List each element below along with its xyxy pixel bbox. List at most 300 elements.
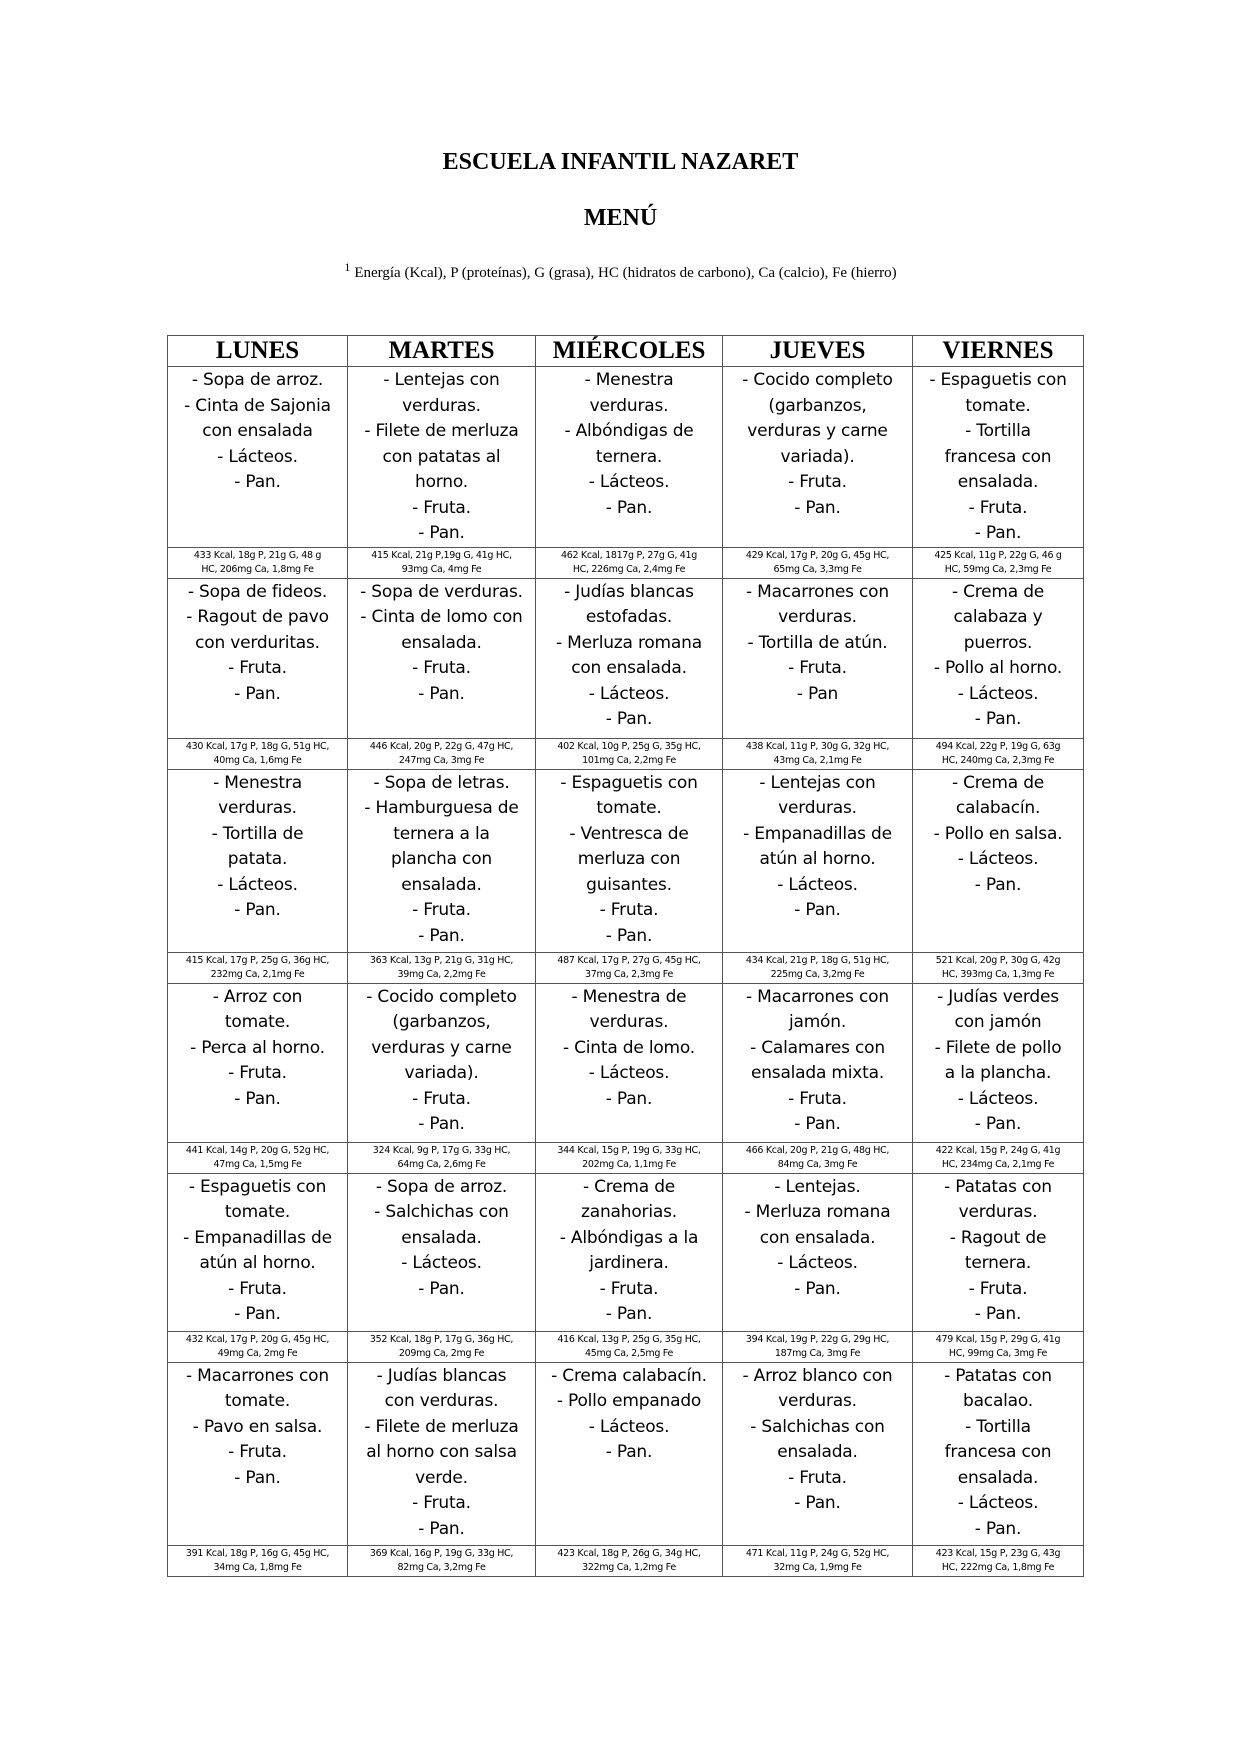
nutrition-line: 430 Kcal, 17g P, 18g G, 51g HC, (185, 740, 330, 752)
nutrition-cell (536, 1331, 723, 1362)
dish-line: bacalao. (962, 1391, 1034, 1411)
dish-line: - Pan. (974, 523, 1022, 543)
nutrition-cell (723, 738, 913, 769)
dish-line: - Arroz con (212, 986, 303, 1007)
nutrition-line: HC, 222mg Ca, 1,8mg Fe (941, 1561, 1055, 1573)
dish-line: - Pan. (418, 1518, 465, 1539)
dish-line: verde. (415, 1467, 468, 1488)
dish-line: - Fruta. (228, 658, 287, 678)
footnote-text: Energía (Kcal), P (proteínas), G (grasa), HC (hidratos de carbono), Ca (calcio), Fe (hierro) (354, 265, 897, 281)
nutrition-line: 49mg Ca, 2mg Fe (217, 1347, 298, 1359)
dish-line: ensalada. (957, 472, 1039, 492)
nutrition-cell (913, 1545, 1084, 1576)
day-header: VIERNES (913, 336, 1084, 367)
nutrition-cell (536, 1545, 723, 1576)
dish-line: - Sopa de verduras. (360, 581, 523, 602)
dish-line: - Salchichas con (374, 1202, 509, 1222)
nutrition-line: 494 Kcal, 22g P, 19g G, 63g (935, 740, 1061, 752)
nutrition-cell (168, 952, 348, 983)
dish-cell (536, 578, 723, 738)
dish-line: - Pan. (418, 1114, 465, 1134)
dish-line: - Lácteos. (777, 1253, 858, 1273)
nutrition-cell (723, 1331, 913, 1362)
footnote-mark: 1 (344, 260, 351, 274)
nutrition-cell (168, 1142, 348, 1173)
nutrition-cell (723, 547, 913, 578)
dish-line: - Lácteos. (588, 1416, 670, 1437)
nutrition-line: 247mg Ca, 3mg Fe (398, 754, 485, 766)
dish-line: - Menestra de (571, 986, 687, 1007)
nutrition-row (168, 1545, 1084, 1576)
nutrition-line: 434 Kcal, 21g P, 18g G, 51g HC, (745, 954, 890, 966)
dish-cell (168, 983, 348, 1142)
nutrition-line: 84mg Ca, 3mg Fe (777, 1158, 858, 1170)
nutrition-line: 415 Kcal, 21g P,19g G, 41g HC, (371, 549, 512, 561)
nutrition-line: 433 Kcal, 18g P, 21g G, 48 g (193, 549, 322, 561)
day-header: JUEVES (723, 336, 913, 367)
nutrition-line: HC, 59mg Ca, 2,3mg Fe (944, 563, 1052, 575)
nutrition-line: 34mg Ca, 1,8mg Fe (213, 1561, 302, 1573)
dish-line: - Pan. (234, 1304, 281, 1324)
nutrition-line: 40mg Ca, 1,6mg Fe (213, 754, 302, 766)
nutrition-cell (913, 547, 1084, 578)
dish-line: - Pan. (234, 1088, 281, 1109)
dish-cell (723, 1362, 913, 1545)
dish-line: - Lácteos. (957, 683, 1039, 704)
dish-line: verduras y carne (747, 421, 888, 441)
nutrition-cell (168, 1545, 348, 1576)
dish-line: - Sopa de arroz. (191, 370, 324, 390)
dish-line: - Pan. (794, 1114, 841, 1134)
dish-cell (913, 1173, 1084, 1331)
dish-line: - Sopa de letras. (373, 772, 510, 793)
dish-line: - Fruta. (968, 497, 1028, 518)
dish-line: calabaza y (953, 607, 1043, 627)
day-header: LUNES (168, 336, 348, 367)
dish-line: - Fruta. (412, 1493, 471, 1513)
dish-line: - Pan. (605, 1088, 653, 1109)
dish-cell (536, 769, 723, 952)
dish-line: - Pan. (605, 497, 653, 518)
dish-line: - Fruta. (788, 1088, 847, 1109)
dish-line: ensalada. (401, 874, 482, 895)
nutrition-line: 438 Kcal, 11g P, 30g G, 32g HC, (745, 740, 890, 752)
dish-line: - Lácteos. (588, 1063, 670, 1083)
dish-line: - Ragout de pavo (186, 607, 329, 627)
dish-cell (913, 578, 1084, 738)
dish-line: merluza con (577, 849, 681, 869)
dish-line: ternera a la (393, 823, 490, 844)
dish-line: - Pan. (974, 1304, 1022, 1324)
nutrition-line: 324 Kcal, 9g P, 17g G, 33g HC, (372, 1144, 511, 1156)
dish-line: - Pan. (418, 523, 465, 543)
nutrition-cell (348, 1331, 536, 1362)
dish-line: - Lácteos. (957, 849, 1039, 869)
dish-line: - Filete de pollo (934, 1037, 1062, 1058)
dish-line: con verduras. (384, 1391, 499, 1411)
dish-line: - Ventresca de (569, 823, 689, 844)
dish-line: - Pan. (974, 874, 1022, 895)
dish-line: - Lácteos. (217, 874, 298, 895)
nutrition-line: 432 Kcal, 17g P, 20g G, 45g HC, (185, 1333, 330, 1345)
dish-line: atún al horno. (759, 849, 876, 869)
dish-line: - Cinta de lomo. (562, 1037, 696, 1058)
dish-line: - Fruta. (228, 1278, 287, 1299)
nutrition-line: 415 Kcal, 17g P, 25g G, 36g HC, (185, 954, 330, 966)
dish-line: - Fruta. (599, 1278, 659, 1299)
dish-line: - Judías blancas (376, 1365, 507, 1386)
dish-line: - Tortilla de (211, 823, 304, 844)
dish-line: - Pan. (418, 925, 465, 946)
nutrition-line: 32mg Ca, 1,9mg Fe (773, 1561, 862, 1573)
dish-cell (913, 367, 1084, 548)
dish-line: horno. (415, 472, 468, 492)
dish-line: con ensalada (202, 421, 313, 441)
dish-line: - Ragout de (949, 1227, 1047, 1248)
dish-line: francesa con (944, 1442, 1052, 1462)
nutrition-line: 423 Kcal, 15g P, 23g G, 43g (935, 1547, 1061, 1559)
dish-line: - Pan. (605, 709, 653, 729)
dish-line: - Lentejas con (759, 772, 876, 793)
dish-cell (913, 983, 1084, 1142)
dish-line: - Pan. (794, 900, 841, 920)
dish-line: tomate. (965, 395, 1031, 416)
nutrition-line: 423 Kcal, 18g P, 26g G, 34g HC, (557, 1547, 701, 1559)
dish-line: - Lácteos. (401, 1253, 482, 1273)
day-header-row (168, 336, 1084, 367)
nutrition-cell (723, 952, 913, 983)
nutrition-line: 394 Kcal, 19g P, 22g G, 29g HC, (745, 1333, 890, 1345)
dish-cell (348, 983, 536, 1142)
dish-line: - Espaguetis con (929, 370, 1067, 390)
dish-line: - Pollo empanado (556, 1391, 702, 1411)
dish-line: - Lácteos. (957, 1088, 1039, 1109)
dish-line: - Lácteos. (217, 446, 298, 467)
dish-cell (913, 769, 1084, 952)
dish-line: francesa con (944, 446, 1052, 467)
dish-line: - Fruta. (788, 1467, 847, 1488)
dish-line: verduras. (778, 798, 857, 818)
day-header: MARTES (348, 336, 536, 367)
dish-line: puerros. (963, 632, 1033, 653)
dish-line: - Empanadillas de (183, 1227, 332, 1248)
dish-line: verduras. (402, 395, 481, 416)
dish-line: - Patatas con (944, 1176, 1052, 1197)
nutrition-line: 209mg Ca, 2mg Fe (398, 1347, 485, 1359)
menu-body (168, 367, 1084, 1577)
dish-cell (536, 367, 723, 548)
dish-line: variada). (404, 1063, 479, 1083)
dish-cell (536, 1173, 723, 1331)
nutrition-cell (536, 738, 723, 769)
dish-line: - Fruta. (412, 658, 471, 678)
nutrition-cell (348, 1142, 536, 1173)
dish-line: a la plancha. (944, 1063, 1052, 1083)
dish-cell (723, 769, 913, 952)
dish-line: estofadas. (585, 607, 673, 627)
nutrition-cell (913, 952, 1084, 983)
dish-line: - Cinta de lomo con (360, 607, 523, 627)
nutrition-cell (913, 1331, 1084, 1362)
nutrition-line: 43mg Ca, 2,1mg Fe (773, 754, 862, 766)
nutrition-line: 466 Kcal, 20g P, 21g G, 48g HC, (745, 1144, 890, 1156)
dish-line: - Fruta. (412, 900, 471, 920)
dish-line: - Menestra (213, 772, 302, 793)
dish-line: - Lentejas con (383, 370, 500, 390)
dish-line: - Empanadillas de (743, 823, 892, 844)
dish-line: - Pollo al horno. (933, 658, 1063, 678)
nutrition-row (168, 1331, 1084, 1362)
dish-line: - Fruta. (228, 1442, 287, 1462)
dish-line: - Filete de merluza (364, 1416, 519, 1437)
dish-cell (168, 1173, 348, 1331)
nutrition-line: HC, 99mg Ca, 3mg Fe (948, 1347, 1048, 1359)
nutrition-line: HC, 240mg Ca, 2,3mg Fe (941, 754, 1055, 766)
dish-line: jardinera. (589, 1253, 669, 1273)
dish-line: - Menestra (584, 370, 674, 390)
dish-line: - Pollo en salsa. (933, 823, 1063, 844)
dish-line: zanahorias. (581, 1202, 677, 1222)
nutrition-line: 65mg Ca, 3,3mg Fe (773, 563, 862, 575)
dish-line: - Patatas con (944, 1365, 1052, 1386)
dish-line: - Pan (796, 683, 839, 704)
dish-line: guisantes. (586, 874, 672, 895)
dish-line: - Pan. (605, 1304, 653, 1324)
dish-line: tomate. (596, 798, 662, 818)
nutrition-line: 47mg Ca, 1,5mg Fe (213, 1158, 302, 1170)
dish-line: ensalada. (401, 1227, 482, 1248)
nutrition-line: 352 Kcal, 18g P, 17g G, 36g HC, (369, 1333, 514, 1345)
dish-line: - Fruta. (412, 1088, 471, 1109)
nutrition-line: 462 Kcal, 1817g P, 27g G, 41g (560, 549, 698, 561)
nutrition-cell (348, 547, 536, 578)
dish-line: ensalada mixta. (750, 1063, 885, 1083)
dish-line: - Sopa de arroz. (375, 1176, 508, 1197)
nutrition-row (168, 1142, 1084, 1173)
dish-line: - Pan. (794, 497, 841, 518)
dish-row (168, 769, 1084, 952)
nutrition-cell (348, 952, 536, 983)
dish-line: - Lentejas. (774, 1176, 861, 1197)
dish-cell (723, 367, 913, 548)
dish-cell (536, 1362, 723, 1545)
dish-line: - Lácteos. (588, 472, 670, 492)
dish-line: - Crema calabacín. (551, 1365, 707, 1386)
nutrition-line: HC, 226mg Ca, 2,4mg Fe (572, 563, 686, 575)
nutrition-line: 446 Kcal, 20g P, 22g G, 47g HC, (369, 740, 514, 752)
nutrition-row (168, 547, 1084, 578)
nutrition-cell (168, 738, 348, 769)
dish-line: verduras. (218, 798, 297, 818)
dish-cell (168, 367, 348, 548)
dish-cell (168, 769, 348, 952)
dish-line: - Albóndigas a la (559, 1227, 699, 1248)
dish-line: patata. (227, 849, 288, 869)
dish-cell (723, 578, 913, 738)
nutrition-line: 429 Kcal, 17g P, 20g G, 45g HC, (745, 549, 890, 561)
nutrition-line: 187mg Ca, 3mg Fe (774, 1347, 861, 1359)
dish-cell (723, 1173, 913, 1331)
menu-title: MENÚ (583, 205, 658, 231)
dish-line: ensalada. (777, 1442, 858, 1462)
nutrition-cell (536, 1142, 723, 1173)
nutrition-cell (723, 1545, 913, 1576)
dish-line: - Lácteos. (588, 683, 670, 704)
dish-line: con jamón (954, 1012, 1042, 1032)
dish-cell (536, 983, 723, 1142)
nutrition-line: 441 Kcal, 14g P, 20g G, 52g HC, (185, 1144, 330, 1156)
dish-line: - Filete de merluza (364, 421, 519, 441)
dish-line: con ensalada. (759, 1227, 876, 1248)
nutrition-line: 82mg Ca, 3,2mg Fe (397, 1561, 486, 1573)
dish-cell (168, 578, 348, 738)
dish-cell (723, 983, 913, 1142)
dish-line: - Espaguetis con (560, 772, 698, 793)
dish-line: - Pan. (234, 683, 281, 704)
dish-line: ensalada. (957, 1467, 1039, 1488)
dish-cell (348, 1173, 536, 1331)
nutrition-row (168, 738, 1084, 769)
nutrition-line: 416 Kcal, 13g P, 25g G, 35g HC, (557, 1333, 701, 1345)
dish-line: - Merluza romana (556, 632, 702, 653)
dish-row (168, 1362, 1084, 1545)
nutrition-cell (913, 1142, 1084, 1173)
dish-line: con patatas al (382, 446, 501, 467)
dish-line: - Crema de (951, 581, 1045, 602)
dish-line: con ensalada. (571, 658, 687, 678)
dish-line: - Cocido completo (366, 986, 517, 1007)
dish-line: ensalada. (401, 632, 482, 653)
dish-line: - Tortilla de atún. (747, 632, 888, 653)
nutrition-line: 471 Kcal, 11g P, 24g G, 52g HC, (745, 1547, 890, 1559)
nutrition-line: HC, 206mg Ca, 1,8mg Fe (201, 563, 314, 575)
dish-line: - Salchichas con (750, 1416, 885, 1437)
nutrition-line: HC, 393mg Ca, 1,3mg Fe (941, 968, 1055, 980)
menu-table (167, 335, 1084, 1577)
dish-line: verduras. (958, 1202, 1038, 1222)
dish-line: atún al horno. (199, 1253, 316, 1273)
dish-line: ternera. (595, 446, 663, 467)
nutrition-line: 225mg Ca, 3,2mg Fe (770, 968, 865, 980)
dish-line: variada). (780, 446, 855, 467)
nutrition-cell (723, 1142, 913, 1173)
dish-line: - Fruta. (968, 1278, 1028, 1299)
nutrition-footnote (0, 258, 1241, 282)
nutrition-line: 39mg Ca, 2,2mg Fe (397, 968, 486, 980)
dish-line: - Espaguetis con (188, 1176, 327, 1197)
nutrition-row (168, 952, 1084, 983)
dish-line: verduras. (589, 395, 669, 416)
dish-line: - Pan. (974, 709, 1022, 729)
nutrition-line: 363 Kcal, 13g P, 21g G, 31g HC, (369, 954, 514, 966)
dish-line: tomate. (224, 1012, 291, 1032)
dish-line: - Pan. (974, 1114, 1022, 1134)
dish-line: - Perca al horno. (190, 1037, 325, 1058)
dish-line: - Hamburguesa de (364, 798, 519, 818)
dish-line: - Pan. (605, 925, 653, 946)
dish-cell (348, 769, 536, 952)
dish-line: - Calamares con (750, 1037, 885, 1058)
dish-line: tomate. (224, 1391, 291, 1411)
nutrition-line: 521 Kcal, 20g P, 30g G, 42g (935, 954, 1061, 966)
nutrition-line: 37mg Ca, 2,3mg Fe (585, 968, 673, 980)
dish-line: verduras. (778, 607, 857, 627)
nutrition-line: 402 Kcal, 10g P, 25g G, 35g HC, (557, 740, 701, 752)
nutrition-cell (348, 1545, 536, 1576)
dish-cell (348, 1362, 536, 1545)
nutrition-line: 322mg Ca, 1,2mg Fe (582, 1561, 676, 1573)
dish-line: verduras. (589, 1012, 669, 1032)
dish-line: - Macarrones con (746, 986, 889, 1007)
dish-line: - Pan. (234, 1467, 281, 1488)
dish-line: calabacín. (955, 798, 1041, 818)
nutrition-line: 425 Kcal, 11g P, 22g G, 46 g (934, 549, 1062, 561)
nutrition-line: 479 Kcal, 15g P, 29g G, 41g (935, 1333, 1061, 1345)
dish-line: - Pavo en salsa. (192, 1416, 323, 1437)
nutrition-cell (168, 547, 348, 578)
dish-line: - Sopa de fideos. (187, 581, 328, 602)
nutrition-line: 101mg Ca, 2,2mg Fe (582, 754, 676, 766)
nutrition-cell (536, 547, 723, 578)
nutrition-line: 45mg Ca, 2,5mg Fe (585, 1347, 673, 1359)
dish-line: ternera. (964, 1253, 1032, 1273)
dish-cell (913, 1362, 1084, 1545)
dish-line: - Pan. (418, 1278, 465, 1299)
dish-line: - Pan. (418, 683, 465, 704)
dish-line: - Fruta. (788, 658, 847, 678)
dish-line: (garbanzos, (392, 1012, 491, 1032)
dish-row (168, 367, 1084, 548)
dish-line: - Fruta. (788, 472, 847, 492)
dish-line: con verduritas. (195, 632, 320, 653)
dish-line: - Pan. (974, 1518, 1022, 1539)
nutrition-line: 369 Kcal, 16g P, 19g G, 33g HC, (369, 1547, 514, 1559)
dish-line: - Pan. (794, 1493, 841, 1513)
nutrition-line: 64mg Ca, 2,6mg Fe (397, 1158, 486, 1170)
dish-line: - Lácteos. (957, 1493, 1039, 1513)
dish-line: - Judías verdes (937, 986, 1059, 1007)
dish-line: - Cinta de Sajonia (184, 395, 331, 416)
nutrition-cell (348, 738, 536, 769)
dish-line: jamón. (788, 1012, 847, 1032)
dish-line: - Arroz blanco con (742, 1365, 893, 1386)
nutrition-cell (168, 1331, 348, 1362)
dish-line: - Pan. (605, 1442, 653, 1462)
dish-line: - Cocido completo (742, 370, 893, 390)
dish-line: - Fruta. (228, 1063, 287, 1083)
dish-line: verduras y carne (371, 1037, 512, 1058)
dish-line: - Judías blancas (564, 581, 694, 602)
dish-line: - Macarrones con (746, 581, 889, 602)
dish-line: - Lácteos. (777, 874, 858, 895)
day-header: MIÉRCOLES (536, 336, 723, 367)
dish-line: - Fruta. (412, 497, 471, 518)
dish-cell (168, 1362, 348, 1545)
dish-line: - Pan. (794, 1278, 841, 1299)
nutrition-line: 93mg Ca, 4mg Fe (401, 563, 482, 575)
dish-line: - Crema de (951, 772, 1045, 793)
dish-line: - Tortilla (965, 1416, 1031, 1437)
dish-line: - Fruta. (599, 900, 659, 920)
dish-line: - Pan. (234, 900, 281, 920)
nutrition-line: HC, 234mg Ca, 2,1mg Fe (941, 1158, 1055, 1170)
dish-row (168, 1173, 1084, 1331)
nutrition-cell (536, 952, 723, 983)
school-name: ESCUELA INFANTIL NAZARET (442, 149, 799, 175)
dish-line: - Albóndigas de (564, 421, 694, 441)
dish-line: - Macarrones con (186, 1365, 329, 1386)
dish-line: (garbanzos, (768, 395, 867, 416)
